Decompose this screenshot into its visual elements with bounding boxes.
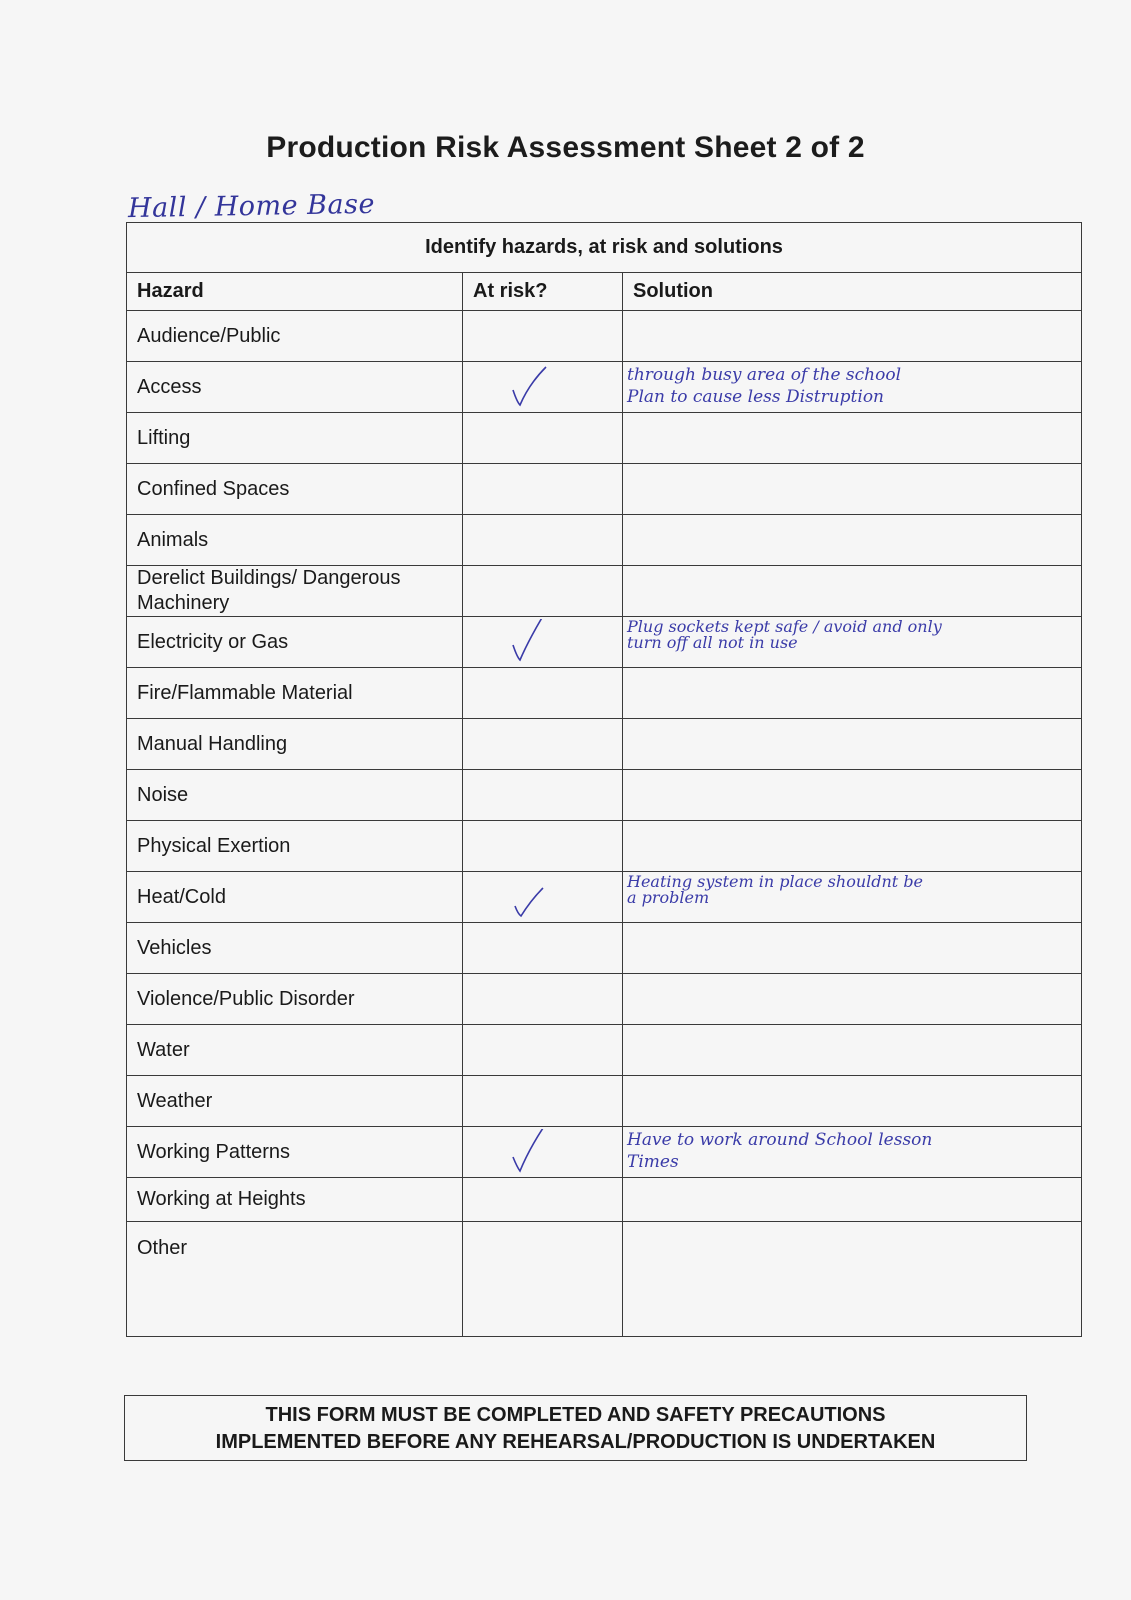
at-risk-cell[interactable]: [463, 1127, 623, 1178]
table-row: [127, 515, 1082, 566]
page-title: Production Risk Assessment Sheet 2 of 2: [266, 131, 865, 164]
solution-cell[interactable]: [623, 413, 1082, 464]
risk-table: [126, 222, 1082, 1337]
at-risk-cell[interactable]: [463, 974, 623, 1025]
hazard-cell: Access: [127, 362, 463, 413]
at-risk-cell[interactable]: [463, 566, 623, 617]
tick-icon: [509, 619, 549, 665]
hazard-cell: Lifting: [127, 413, 463, 464]
at-risk-cell[interactable]: [463, 821, 623, 872]
solution-cell[interactable]: [623, 1076, 1082, 1127]
hazard-cell: Noise: [127, 770, 463, 821]
hazard-cell: Heat/Cold: [127, 872, 463, 923]
at-risk-cell[interactable]: [463, 668, 623, 719]
footer-notice: [124, 1395, 1027, 1461]
footer-line-1: THIS FORM MUST BE COMPLETED AND SAFETY PRECAUTIONS: [265, 1404, 886, 1426]
at-risk-cell[interactable]: [463, 1076, 623, 1127]
at-risk-cell[interactable]: [463, 311, 623, 362]
solution-cell[interactable]: [623, 1127, 1082, 1178]
at-risk-cell[interactable]: [463, 923, 623, 974]
hazard-cell: Working at Heights: [127, 1178, 463, 1222]
at-risk-cell[interactable]: [463, 1222, 623, 1337]
table-row: [127, 923, 1082, 974]
solution-cell[interactable]: [623, 872, 1082, 923]
at-risk-cell[interactable]: [463, 617, 623, 668]
solution-cell[interactable]: [623, 464, 1082, 515]
hazard-cell: Other: [127, 1222, 463, 1337]
table-row: [127, 617, 1082, 668]
solution-cell[interactable]: [623, 1025, 1082, 1076]
table-heading: Identify hazards, at risk and solutions: [127, 223, 1082, 273]
solution-cell[interactable]: [623, 821, 1082, 872]
solution-text: Heating system in place shouldnt be a problem: [627, 872, 924, 907]
table-row: [127, 1222, 1082, 1337]
handwritten-location: Hall / Home Base: [127, 188, 376, 225]
hazard-cell: Derelict Buildings/ Dangerous Machinery: [127, 566, 463, 617]
hazard-cell: Physical Exertion: [127, 821, 463, 872]
solution-text: Plug sockets kept safe / avoid and only turn off all not in use: [627, 617, 942, 652]
hazard-cell: Water: [127, 1025, 463, 1076]
hazard-cell: Confined Spaces: [127, 464, 463, 515]
table-row: [127, 974, 1082, 1025]
solution-cell[interactable]: [623, 1222, 1082, 1337]
solution-cell[interactable]: [623, 668, 1082, 719]
hazard-cell: Animals: [127, 515, 463, 566]
at-risk-cell[interactable]: [463, 362, 623, 413]
hazard-cell: Violence/Public Disorder: [127, 974, 463, 1025]
table-row: [127, 1025, 1082, 1076]
at-risk-cell[interactable]: [463, 1178, 623, 1222]
table-row: [127, 413, 1082, 464]
table-row: [127, 566, 1082, 617]
table-row: [127, 1076, 1082, 1127]
hazard-cell: Working Patterns: [127, 1127, 463, 1178]
footer-line-2: IMPLEMENTED BEFORE ANY REHEARSAL/PRODUCTION IS UNDERTAKEN: [215, 1431, 936, 1453]
hazard-cell: Weather: [127, 1076, 463, 1127]
solution-cell[interactable]: [623, 311, 1082, 362]
table-row: [127, 1178, 1082, 1222]
solution-cell[interactable]: [623, 515, 1082, 566]
at-risk-cell[interactable]: [463, 770, 623, 821]
at-risk-cell[interactable]: [463, 1025, 623, 1076]
solution-cell[interactable]: [623, 362, 1082, 413]
hazard-cell: Electricity or Gas: [127, 617, 463, 668]
solution-text: through busy area of the school Plan to cause less Distruption: [627, 365, 902, 407]
tick-icon: [509, 1129, 549, 1175]
column-header-hazard: Hazard: [127, 273, 463, 311]
hazard-cell: Vehicles: [127, 923, 463, 974]
table-row: [127, 821, 1082, 872]
solution-cell[interactable]: [623, 566, 1082, 617]
at-risk-cell[interactable]: [463, 515, 623, 566]
hazard-cell: Audience/Public: [127, 311, 463, 362]
hazard-cell: Fire/Flammable Material: [127, 668, 463, 719]
tick-icon: [509, 364, 549, 410]
solution-cell[interactable]: [623, 719, 1082, 770]
hazard-cell: Manual Handling: [127, 719, 463, 770]
table-row: [127, 464, 1082, 515]
solution-cell[interactable]: [623, 923, 1082, 974]
solution-cell[interactable]: [623, 1178, 1082, 1222]
solution-text: Have to work around School lesson Times: [627, 1130, 933, 1172]
at-risk-cell[interactable]: [463, 413, 623, 464]
table-row: [127, 362, 1082, 413]
table-row: [127, 311, 1082, 362]
table-row: [127, 872, 1082, 923]
table-row: [127, 668, 1082, 719]
solution-cell[interactable]: [623, 617, 1082, 668]
at-risk-cell[interactable]: [463, 872, 623, 923]
table-row: [127, 770, 1082, 821]
table-row: [127, 719, 1082, 770]
at-risk-cell[interactable]: [463, 719, 623, 770]
column-header-solution: Solution: [623, 273, 1082, 311]
table-row: [127, 1127, 1082, 1178]
tick-icon: [509, 874, 549, 920]
solution-cell[interactable]: [623, 974, 1082, 1025]
solution-cell[interactable]: [623, 770, 1082, 821]
column-header-at-risk: At risk?: [463, 273, 623, 311]
at-risk-cell[interactable]: [463, 464, 623, 515]
